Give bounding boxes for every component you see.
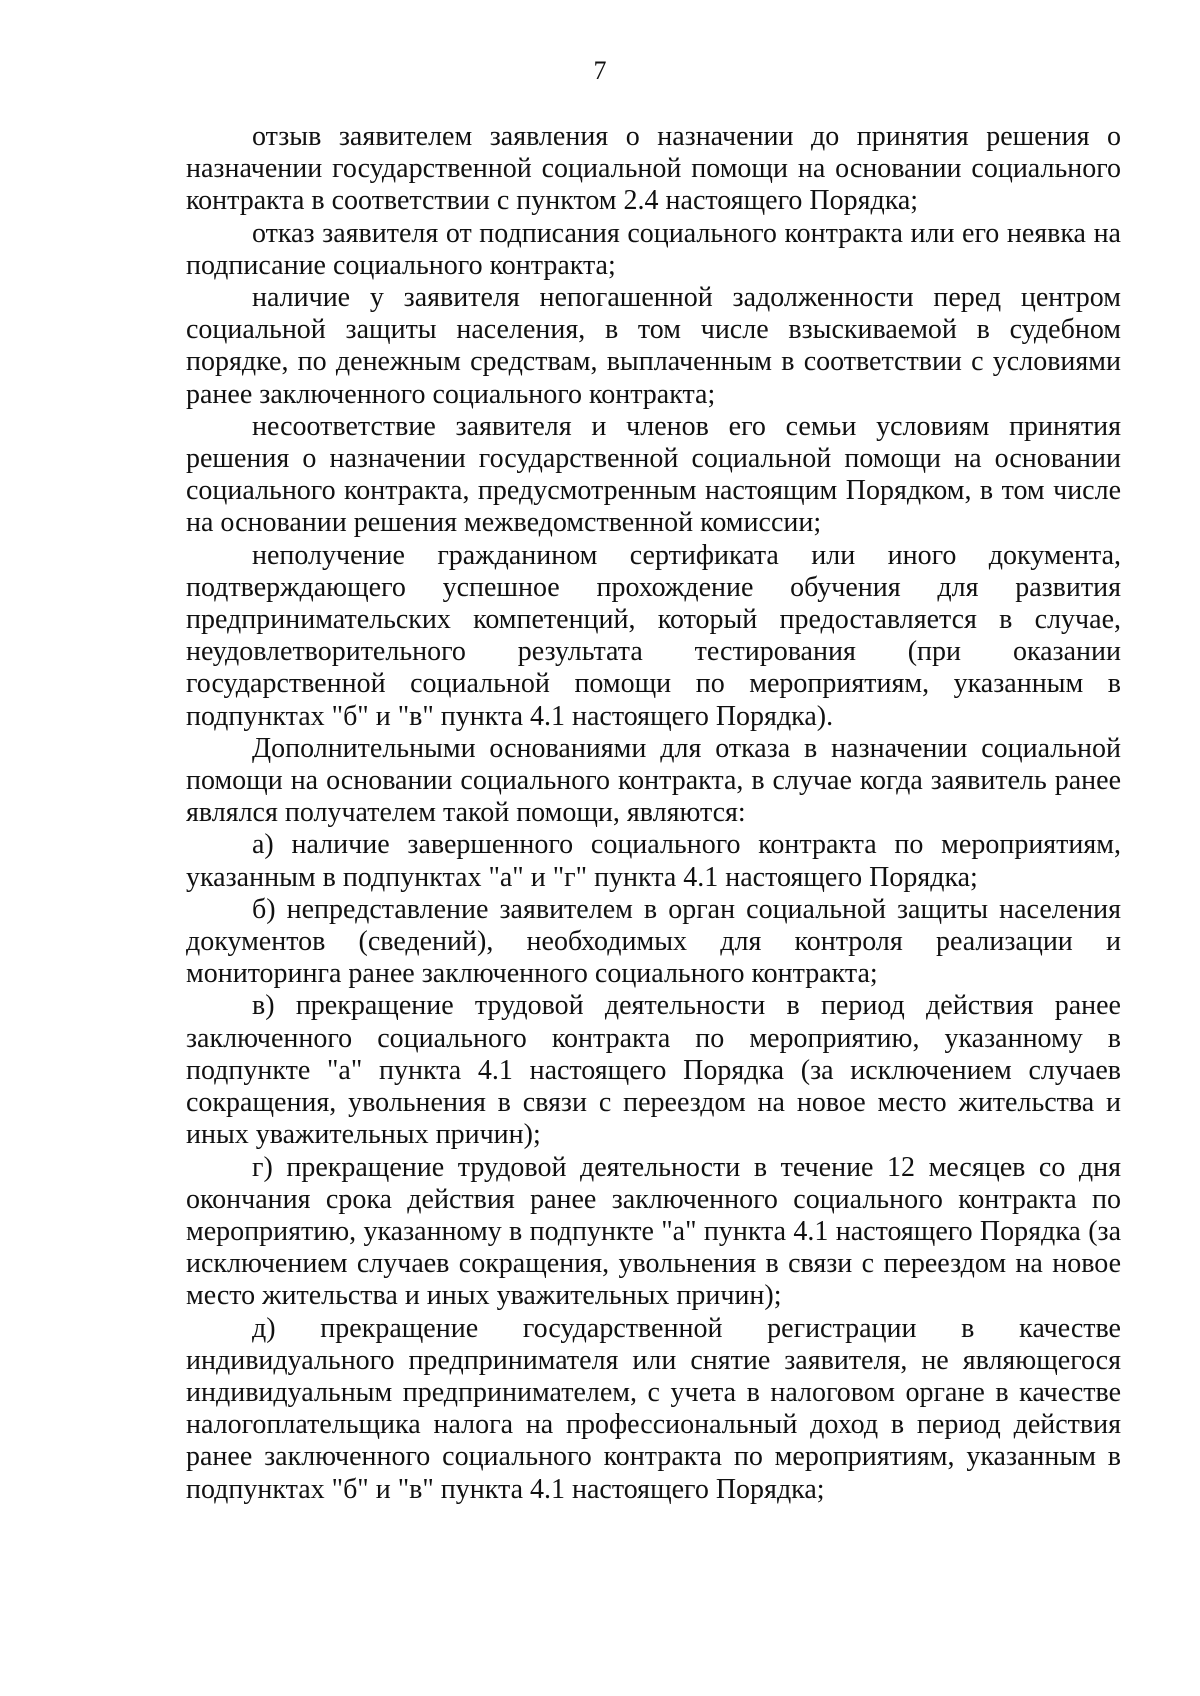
paragraph-withdrawal: отзыв заявителем заявления о назначении до принятия решения о назначении государственной социальной помощи на основании социального контракта в соответствии с пунктом 2.4 настоящего Порядка; xyxy=(186,121,1121,217)
paragraph-outstanding-debt: наличие у заявителя непогашенной задолженности перед центром социальной защиты населения, в том числе взыскиваемой в судебном порядке, по денежным средствам, выплаченным в соответствии с условиями ранее заключенного социального контракта; xyxy=(186,282,1121,410)
paragraph-refusal-to-sign: отказ заявителя от подписания социального контракта или его неявка на подписание социального контракта; xyxy=(186,217,1121,281)
paragraph-item-g: г) прекращение трудовой деятельности в течение 12 месяцев со дня окончания срока действия ранее заключенного социального контракта по мероприятию, указанному в подпункте "а" пункта 4.1 настоящего Порядка (за исключением случаев сокращения, увольнения в связи с переездом на новое место жительства и иных уважительных причин); xyxy=(186,1151,1121,1312)
paragraph-nonconformity: несоответствие заявителя и членов его семьи условиям принятия решения о назначении государственной социальной помощи на основании социального контракта, предусмотренным настоящим Порядком, в том числе на основании решения межведомственной комиссии; xyxy=(186,410,1121,539)
document-body xyxy=(186,121,1121,1506)
paragraph-no-certificate: неполучение гражданином сертификата или иного документа, подтверждающего успешное прохождение обучения для развития предпринимательских компетенций, который предоставляется в случае, неудовлетворительного результата тестирования (при оказании государственной социальной помощи по мероприятиям, указанным в подпунктах "б" и "в" пункта 4.1 настоящего Порядка). xyxy=(186,539,1121,732)
paragraph-item-b: б) непредставление заявителем в орган социальной защиты населения документов (сведений), необходимых для контроля реализации и мониторинга ранее заключенного социального контракта; xyxy=(186,893,1121,990)
page-number: 7 xyxy=(593,56,607,85)
paragraph-item-d: д) прекращение государственной регистрации в качестве индивидуального предпринимателя или снятие заявителя, не являющегося индивидуальным предпринимателем, с учета в налоговом органе в качестве налогоплательщика налога на профессиональный доход в период действия ранее заключенного социального контракта по мероприятиям, указанным в подпунктах "б" и "в" пункта 4.1 настоящего Порядка; xyxy=(186,1312,1121,1505)
paragraph-item-v: в) прекращение трудовой деятельности в период действия ранее заключенного социального контракта по мероприятию, указанному в подпункте "а" пункта 4.1 настоящего Порядка (за исключением случаев сокращения, увольнения в связи с переездом на новое место жительства и иных уважительных причин); xyxy=(186,990,1121,1151)
paragraph-item-a: а) наличие завершенного социального контракта по мероприятиям, указанным в подпунктах "а" и "г" пункта 4.1 настоящего Порядка; xyxy=(186,829,1121,893)
paragraph-additional-grounds: Дополнительными основаниями для отказа в назначении социальной помощи на основании социального контракта, в случае когда заявитель ранее являлся получателем такой помощи, являются: xyxy=(186,732,1121,829)
